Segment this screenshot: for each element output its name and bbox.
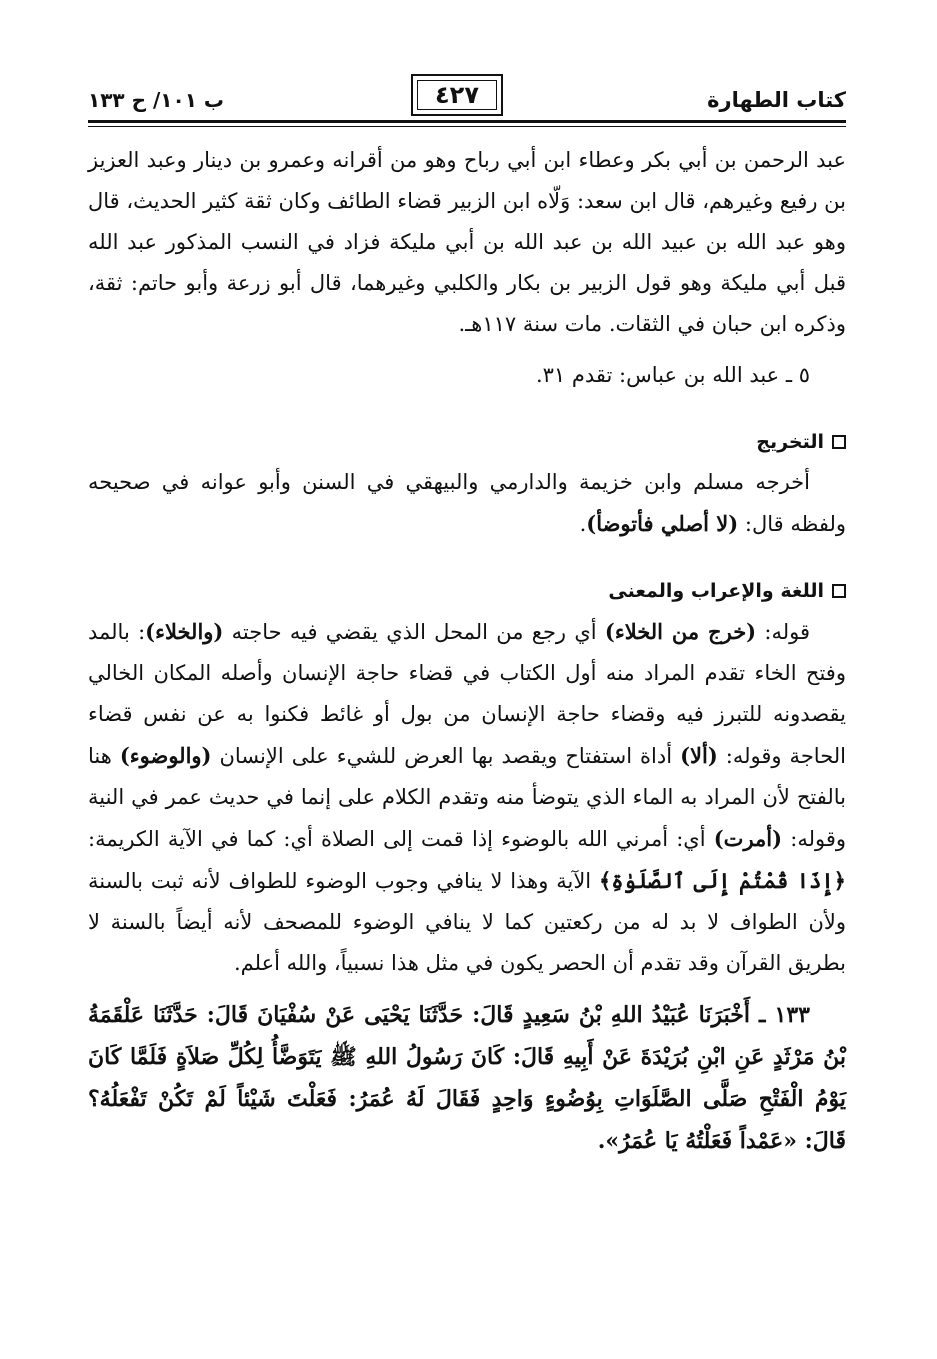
takhrij-end: . [579, 512, 587, 536]
narrator-bio-paragraph: عبد الرحمن بن أبي بكر وعطاء ابن أبي رباح وهو من أقرانه وعمرو بن دينار وعبد العزيز بن رفيع وغيرهم، قال ابن سعد: وَلّاه ابن الزبير قضاء الطائف وكان ثقة كثير الحديث، قال وهو عبد الله بن عبيد الله بن عبد الله بن أبي مليكة فزاد في النسب المذكور عبد الله قبل أبي مليكة وهو قول الزبير بن بكار والكلبي وغيرهما، قال أبو زرعة وأبو حاتم: ثقة، وذكره ابن حبان في الثقات. مات سنة ١١٧هـ. [88, 148, 846, 336]
takhrij-quote: (لا أصلي فأتوضأ) [586, 511, 739, 536]
takhrij-text: أخرجه مسلم وابن خزيمة والدارمي والبيهقي في السنن وأبو عوانه في صحيحه ولفظه قال: [88, 470, 846, 536]
square-bullet-icon [832, 584, 846, 598]
lugha-text-3: : بالمد وفتح الخاء تقدم المراد منه أول الكتاب في قضاء حاجة الإنسان وأصله المكان الخالي يقصدونه للتبرز فيه وقضاء حاجة الإنسان من بول أو غائط فكنوا به عن نفس قضاء الحاجة وقوله: [88, 620, 846, 768]
lugha-paragraph [88, 611, 846, 984]
lugha-term-3: (ألا) [680, 743, 718, 768]
hadith-reference: ب ١٠١/ ح ١٣٣ [88, 88, 224, 112]
hadith-133-text: ١٣٣ ـ أَخْبَرَنَا عُبَيْدُ اللهِ بْنُ سَعِيدٍ قَالَ: حَدَّثَنَا يَحْيَى عَنْ سُفْيَانَ قَالَ: حَدَّثَنَا عَلْقَمَةُ بْنُ مَرْثَدٍ عَنِ ابْنِ بُرَيْدَةَ عَنْ أَبِيهِ قَالَ: كَانَ رَسُولُ اللهِ ﷺ يَتَوَضَّأُ لِكُلِّ صَلاَةٍ فَلَمَّا كَانَ يَوْمُ الْفَتْحِ صَلَّى الصَّلَوَاتِ بِوُضُوءٍ وَاحِدٍ فَقَالَ لَهُ عُمَرُ: فَعَلْتَ شَيْئاً لَمْ تَكُنْ تَفْعَلُهُ؟ قَالَ: «عَمْداً فَعَلْتُهُ يَا عُمَرُ». [88, 1002, 846, 1154]
header-rule-thin [88, 126, 846, 127]
lugha-text-2: أي رجع من المحل الذي يقضي فيه حاجته [223, 620, 605, 644]
takhrij-heading [88, 422, 846, 462]
lugha-text-6: أي: أمرني الله بالوضوء إذا قمت إلى الصلاة أي: كما في الآية الكريمة: [88, 827, 714, 851]
lugha-term-2: (والخلاء) [145, 619, 224, 644]
page-header [88, 74, 846, 124]
page-content [88, 140, 846, 1162]
lugha-text-1: قوله: [756, 620, 811, 644]
takhrij-paragraph [88, 462, 846, 545]
header-rule-thick [88, 120, 846, 123]
chapter-title: كتاب الطهارة [707, 88, 846, 112]
square-bullet-icon [832, 435, 846, 449]
page-number-frame [411, 74, 503, 116]
lugha-heading-text: اللغة والإعراب والمعنى [608, 580, 824, 602]
lugha-text-5: هنا بالفتح لأن المراد به الماء الذي يتوضأ منه وتقدم الكلام على إنما في حديث عمر في النية وقوله: [88, 744, 846, 851]
page-number: ٤٢٧ [435, 81, 479, 109]
lugha-term-1: (خرج من الخلاء) [604, 619, 757, 644]
lugha-text-4: أداة استفتاح ويقصد بها العرض للشيء على الإنسان [211, 744, 681, 768]
lugha-term-4: (والوضوء) [119, 743, 212, 768]
takhrij-heading-text: التخريج [756, 431, 824, 453]
narrator-5-line: ٥ ـ عبد الله بن عباس: تقدم ٣١. [535, 363, 810, 387]
lugha-term-5: (أمرت) [713, 826, 783, 851]
lugha-text-7: الآية وهذا لا ينافي وجوب الوضوء للطواف لأنه ثبت بالسنة ولأن الطواف لا بد له من ركعتين كما لا ينافي الوضوء للمصحف لأنه أيضاً بالسنة لا بطريق القرآن وقد تقدم أن الحصر يكون في مثل هذا نسبياً، والله أعلم. [88, 869, 846, 975]
lugha-heading [88, 571, 846, 611]
lugha-quran-verse: ﴿إِذَا قُمْتُمْ إِلَى ٱلصَّلَوٰةِ﴾ [599, 868, 846, 893]
